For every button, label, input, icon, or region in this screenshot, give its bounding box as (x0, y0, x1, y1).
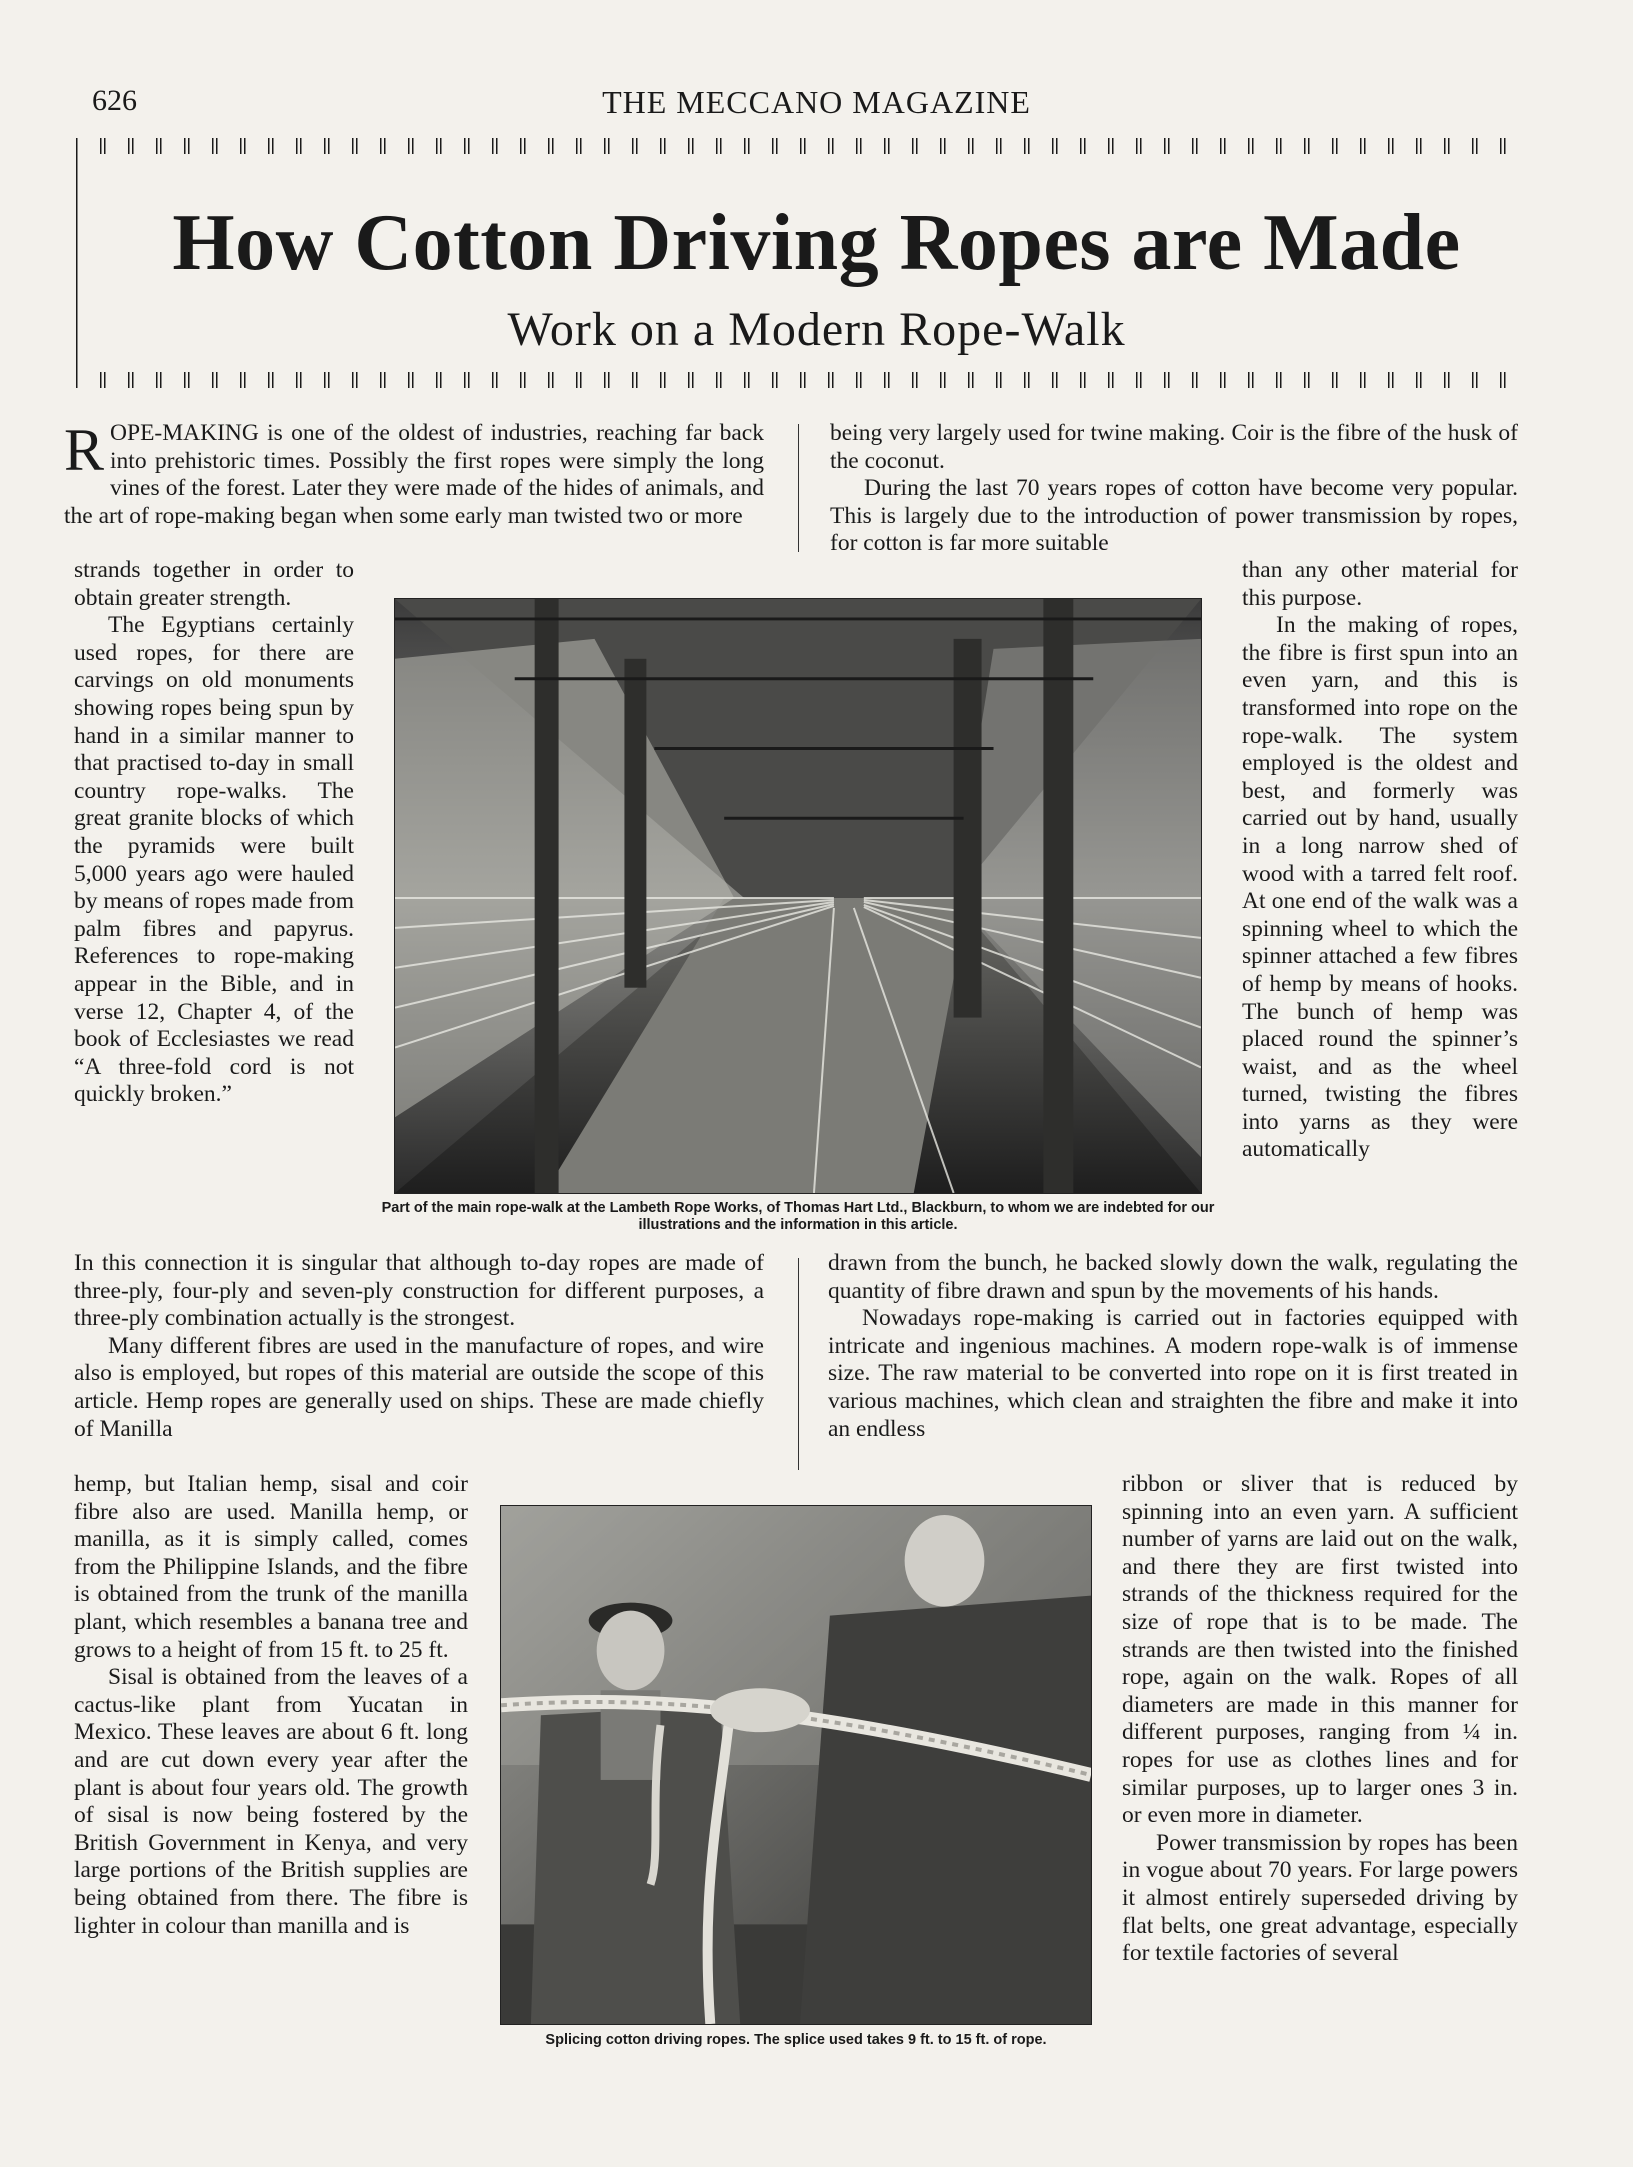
paragraph: Many different fibres are used in the manufacture of ropes, and wire also is employed, but ropes of this material are outside the scope of this article. Hemp ropes are generally used on ships. These are made chiefly of Manilla (74, 1332, 764, 1442)
col2-top-text (830, 420, 1518, 558)
col1-top-text (64, 417, 764, 530)
splicing-photo (500, 1505, 1092, 2025)
page-number: 626 (92, 84, 137, 117)
splicing-caption: Splicing cotton driving ropes. The splice used takes 9 ft. to 15 ft. of rope. (545, 2032, 1047, 2048)
col1-mid-text (74, 1250, 764, 1443)
paragraph: strands together in order to obtain greater strength. (74, 557, 354, 611)
column-rule (798, 424, 799, 552)
paragraph: In the making of ropes, the fibre is first spun into an even yarn, and this is transformed into rope on the rope-walk. The system employed is the oldest and best, and formerly was carried out by hand, usually in a long narrow shed of wood with a tarred felt roof. At one end of the walk was a spinning wheel to which the spinner attached a few fibres of hemp by means of hooks. The bunch of hemp was placed round the spinner’s waist, and as the wheel turned, twisting the fibres into yarns as they were automatically (1242, 612, 1518, 1163)
paragraph: The Egyptians certainly used ropes, for there are carvings on old monuments showing ropes being spun by hand in a similar manner to that practised to-day in small country rope-walks. The great granite blocks of which the pyramids were built 5,000 years ago were hauled by means of ropes made from palm fibres and papyrus. References to rope-making appear in the Bible, and in verse 12, Chapter 4, of the book of Ecclesiastes we read “A three-fold cord is not quickly broken.” (74, 612, 354, 1108)
paragraph: than any other material for this purpose. (1242, 557, 1518, 611)
paragraph: Sisal is obtained from the leaves of a cactus-like plant from Yucatan in Mexico. These leaves are about 6 ft. long and are cut down every year after the plant is about four years old. The growth of sisal is now being fostered by the British Government in Kenya, and very large portions of the British supplies are being obtained from there. The fibre is lighter in colour than manilla and is (74, 1664, 468, 1939)
column-rule (798, 1258, 799, 1470)
article-subtitle: Work on a Modern Rope-Walk (507, 303, 1126, 356)
ropewalk-caption: Part of the main rope-walk at the Lambeth Rope Works, of Thomas Hart Ltd., Blackburn, to whom we are indebted for our illustrations and the information in this article. (381, 1200, 1215, 1233)
paragraph: hemp, but Italian hemp, sisal and coir fibre also are used. Manilla hemp, or manilla, as it is simply called, comes from the Philippine Islands, and the fibre is obtained from the trunk of the manilla plant, which resembles a banana tree and grows to a height of from 15 ft. to 25 ft. (74, 1471, 468, 1663)
ropewalk-photo (394, 598, 1202, 1194)
paragraph: OPE-MAKING is one of the oldest of industries, reaching far back into prehistoric times. Possibly the first ropes were simply the long vines of the forest. Later they were made of the hides of animals, and the art of rope-making began when some early man twisted two or more (64, 420, 764, 529)
paragraph: Power transmission by ropes has been in vogue about 70 years. For large powers it almost entirely superseded driving by flat belts, one great advantage, especially for textile factories of several (1122, 1829, 1518, 1967)
drop-cap: R (64, 417, 105, 483)
paragraph: being very largely used for twine making. Coir is the fibre of the husk of the coconut. (830, 420, 1518, 474)
running-head: THE MECCANO MAGAZINE (602, 84, 1031, 120)
article-title: How Cotton Driving Ropes are Made (172, 199, 1461, 287)
paragraph: ribbon or sliver that is reduced by spinning into an even yarn. A sufficient number of yarns are laid out on the walk, and there they are first twisted into strands of the thickness required for the size of rope that is to be made. The strands are then twisted into the finished rope, again on the walk. Ropes of all diameters are made in this manner for different purposes, ranging from ¼ in. ropes for use as clothes lines and for similar purposes, up to larger ones 3 in. or even more in diameter. (1122, 1471, 1518, 1829)
col2-bottom-text (1122, 1471, 1518, 1968)
col1-narrow-text (74, 557, 354, 1109)
col2-mid-text (828, 1250, 1518, 1443)
paragraph: During the last 70 years ropes of cotton have become very popular. This is largely due to the introduction of power transmission by ropes, for cotton is far more suitable (830, 475, 1518, 557)
paragraph: drawn from the bunch, he backed slowly down the walk, regulating the quantity of fibre drawn and spun by the movements of his hands. (828, 1250, 1518, 1304)
paragraph: In this connection it is singular that although to-day ropes are made of three-ply, four-ply and seven-ply construction for different purposes, a three-ply combination actually is the strongest. (74, 1250, 764, 1332)
col2-narrow-text (1242, 557, 1518, 1164)
col1-bottom-text (74, 1471, 468, 1940)
paragraph: Nowadays rope-making is carried out in factories equipped with intricate and ingenious machines. A modern rope-walk is of immense size. The raw material to be converted into rope on it is first treated in various machines, which clean and straighten the fibre and make it into an endless (828, 1305, 1518, 1442)
